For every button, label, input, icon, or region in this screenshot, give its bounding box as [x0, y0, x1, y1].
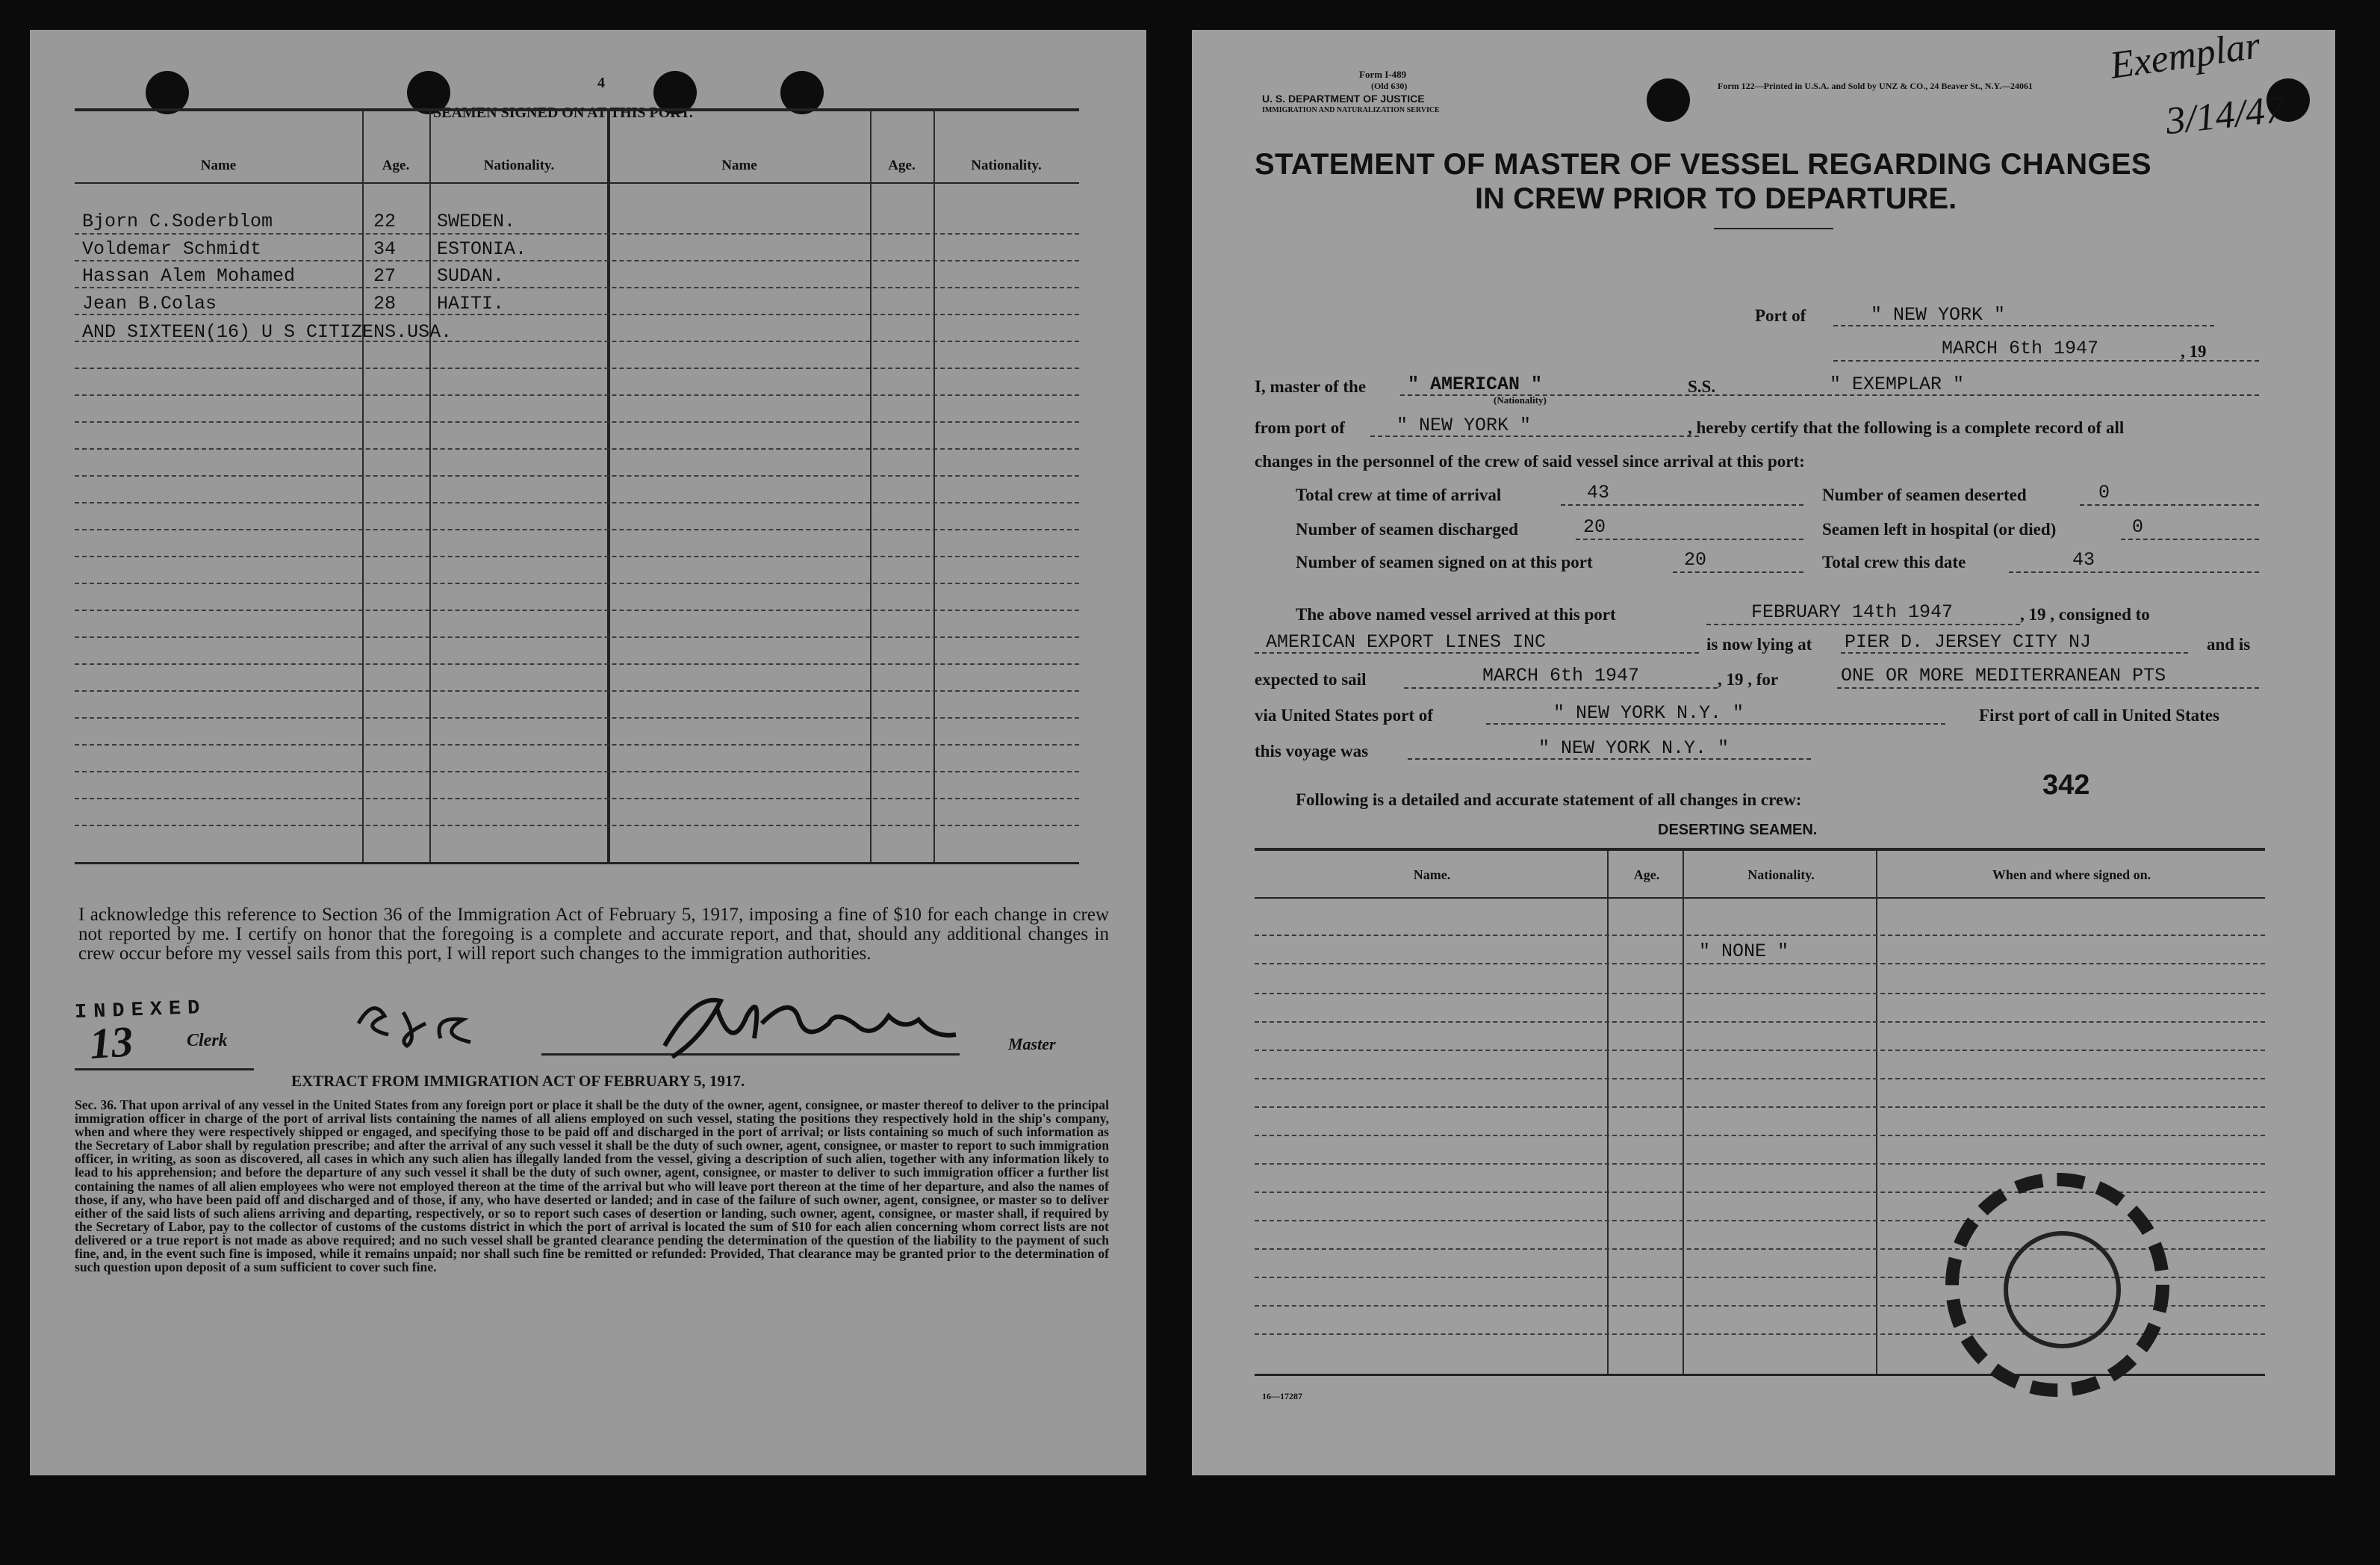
lying-at: PIER D. JERSEY CITY NJ: [1845, 631, 2092, 653]
first-call-label: First port of call in United States: [1979, 706, 2219, 725]
column-header-nationality: Nationality.: [1747, 867, 1815, 882]
column-divider: [933, 111, 935, 862]
row-rule: [1255, 963, 2265, 964]
crew-nationality: ESTONIA.: [437, 238, 527, 260]
column-divider: [429, 111, 431, 862]
deserted-count: 0: [2098, 482, 2110, 503]
crew-nationality: SUDAN.: [437, 265, 505, 287]
indexed-underline: [75, 1068, 254, 1070]
discharged-label: Number of seamen discharged: [1296, 520, 1518, 539]
column-header-when-where: When and where signed on.: [1992, 867, 2151, 882]
row-rule: [1255, 935, 2265, 936]
crew-nationality: SWEDEN.: [437, 211, 516, 232]
row-rule: [75, 556, 1079, 557]
row-rule: [75, 233, 1079, 235]
clerk-initials: [344, 994, 508, 1053]
total-crew-arrival-label: Total crew at time of arrival: [1296, 486, 1502, 504]
row-rule: [75, 368, 1079, 369]
form-number: Form I-489: [1359, 69, 1407, 80]
row-rule: [75, 690, 1079, 692]
form-title-line1: STATEMENT OF MASTER OF VESSEL REGARDING CHANGES: [1255, 148, 2151, 181]
header-rule: [75, 182, 1079, 184]
underline: [2009, 571, 2259, 573]
column-divider: [607, 111, 610, 862]
ss-label: S.S.: [1688, 377, 1716, 396]
underline: [1255, 652, 1699, 654]
form-old-number: (Old 630): [1371, 81, 1408, 91]
arrived-label: The above named vessel arrived at this port: [1296, 605, 1616, 624]
column-header-age: Age.: [1633, 867, 1660, 882]
deserting-title: DESERTING SEAMEN.: [1658, 822, 1818, 838]
underline: [1673, 571, 1803, 573]
extract-text: Sec. 36. That upon arrival of any vessel in the United States from any foreign port or place it shall be the duty of the owner, agent, consignee, or master thereof to deliver to the principal immigration officer in charge of the port of arrival lists containing the names of all aliens employed on such vessel, stating the positions they respectively hold in the ship's company, when and where they were respectively shipped or engaged, and specifying those to be paid off and discharged in the port of arrival; or lists containing so much of such information as the Secretary of Labor shall by regulation prescribe; and after the arrival of any such vessel it shall be the duty of such owner, agent, consignee, or master to report to such immigration officer, in writing, as soon as discovered, all cases in which any such alien has illegally landed from the vessel, giving a description of such alien, together with any information likely to lead to his apprehension; and before the departure of any such vessel it shall be the duty of such owner, agent, consignee, or master to deliver to such immigration officer a further list containing the names of all alien employees who were not employed thereon at the time of the arrival but who will leave port thereon at the time of her departure, and also the names of those, if any, who have been paid off and discharged and of those, if any, who have deserted or landed; and in case of the failure of such owner, agent, consignee, or master so to deliver either of the said lists of such aliens arriving and departing, respectively, or so to report such cases of desertion or landing, such owner, agent, consignee, or master shall, if required by the Secretary of Labor, pay to the collector of customs of the customs district in which the port of arrival is located the sum of $10 for each alien concerning whom correct lists are not delivered or a true report is not made as above required; and no such vessel shall be granted clearance pending the determination of the question of the liability to the payment of such fine, and, in the event such fine is imposed, while it remains unpaid; nor shall such fine be remitted or refunded: Provided, That clearance may be granted prior to the determination of such question upon deposit of a sum sufficient to cover such fine.: [75, 1097, 1109, 1275]
deserting-none: " NONE ": [1699, 940, 1789, 962]
crew-name: Jean B.Colas: [82, 293, 217, 314]
column-divider: [1607, 851, 1609, 1374]
port-of-label: Port of: [1755, 306, 1806, 325]
following-label: Following is a detailed and accurate statement of all changes in crew:: [1296, 790, 1802, 809]
nationality-value: " AMERICAN ": [1408, 374, 1543, 395]
discharged-count: 20: [1583, 516, 1606, 538]
row-rule: [75, 771, 1079, 772]
row-rule: [1255, 1135, 2265, 1136]
column-header-nationality: Nationality.: [971, 158, 1042, 173]
master-of-label: I, master of the: [1255, 377, 1367, 396]
underline: [1837, 687, 2259, 689]
crew-age: 22: [373, 211, 397, 232]
handwritten-date: 3/14/47: [2163, 87, 2287, 143]
deserted-label: Number of seamen deserted: [1822, 486, 2027, 504]
punch-hole: [1647, 78, 1690, 122]
stamped-number: 342: [2042, 769, 2090, 801]
row-rule: [75, 394, 1079, 396]
from-port-label: from port of: [1255, 418, 1345, 437]
crew-table: [75, 108, 1079, 864]
row-rule: [1255, 1106, 2265, 1108]
via-port-label: via United States port of: [1255, 706, 1433, 725]
row-rule: [75, 421, 1079, 423]
master-signature: [650, 986, 971, 1068]
hospital-count: 0: [2132, 516, 2144, 538]
signed-on-count: 20: [1684, 549, 1707, 571]
row-rule: [75, 717, 1079, 719]
indexed-stamp: INDEXED: [74, 997, 207, 1025]
from-port-value: " NEW YORK ": [1396, 415, 1532, 436]
handwritten-vessel-name: Exemplar: [2107, 24, 2264, 87]
column-divider: [1683, 851, 1684, 1374]
clerk-label: Clerk: [187, 1031, 228, 1050]
column-header-nationality: Nationality.: [483, 158, 555, 173]
row-rule: [75, 663, 1079, 665]
master-label: Master: [1008, 1035, 1056, 1053]
date-underline: [1833, 360, 2259, 362]
page-number: 4: [597, 75, 605, 91]
row-rule: [1255, 1078, 2265, 1079]
total-crew-arrival: 43: [1587, 482, 1610, 503]
column-header-name: Name.: [1413, 867, 1451, 882]
underline: [1486, 723, 1945, 725]
row-rule: [1255, 1021, 2265, 1023]
column-header-name: Name: [721, 158, 757, 173]
nationality-caption: (Nationality): [1494, 394, 1547, 406]
port-of-underline: [1833, 325, 2214, 326]
underline: [1561, 504, 1803, 506]
crew-name: Bjorn C.Soderblom: [82, 211, 273, 232]
total-crew-date-label: Total crew this date: [1822, 553, 1966, 571]
crew-name: Hassan Alem Mohamed: [82, 265, 296, 287]
footer-code: 16—17287: [1262, 1391, 1302, 1401]
hospital-label: Seamen left in hospital (or died): [1822, 520, 2057, 539]
printer-line: Form 122—Printed in U.S.A. and Sold by UNZ & CO., 24 Beaver St., N.Y.—24061: [1718, 81, 2033, 91]
left-page-title: SEAMEN SIGNED ON AT THIS PORT.: [433, 105, 693, 121]
signed-on-label: Number of seamen signed on at this port: [1296, 553, 1593, 571]
column-divider: [870, 111, 871, 862]
row-rule: [1255, 993, 2265, 994]
from-port-underline: [1370, 436, 1699, 437]
year-suffix: , 19: [2181, 342, 2207, 361]
row-rule: [75, 610, 1079, 611]
department-name: U. S. DEPARTMENT OF JUSTICE: [1262, 93, 1425, 105]
crew-age: 27: [373, 265, 397, 287]
destination: ONE OR MORE MEDITERRANEAN PTS: [1841, 665, 2166, 687]
crew-name: Voldemar Schmidt: [82, 238, 262, 260]
underline: [2080, 504, 2259, 506]
row-rule: [75, 475, 1079, 477]
row-rule: [1255, 1050, 2265, 1051]
underline: [1841, 652, 2188, 654]
row-rule: [75, 744, 1079, 746]
underline: [1408, 758, 1811, 760]
column-header-age: Age.: [888, 158, 916, 173]
changes-text: changes in the personnel of the crew of said vessel since arrival at this port:: [1255, 452, 1805, 471]
underline: [1404, 687, 1718, 689]
underline: [2121, 539, 2259, 540]
consignee: AMERICAN EXPORT LINES INC: [1266, 631, 1547, 653]
vessel-name: " EXEMPLAR ": [1830, 374, 1965, 395]
underline: [1576, 539, 1803, 540]
column-divider: [362, 111, 364, 862]
statement-date: MARCH 6th 1947: [1942, 338, 2099, 359]
crew-age: 34: [373, 238, 397, 260]
service-name: IMMIGRATION AND NATURALIZATION SERVICE: [1262, 106, 1440, 114]
arrived-date: FEBRUARY 14th 1947: [1751, 601, 1954, 623]
lying-at-label: is now lying at: [1706, 635, 1812, 654]
title-rule: [1714, 228, 1833, 229]
row-rule: [75, 825, 1079, 826]
port-of-value: " NEW YORK ": [1871, 304, 2006, 326]
master-line-underline: [1400, 394, 2259, 396]
row-rule: [75, 502, 1079, 503]
voyage-port: " NEW YORK N.Y. ": [1538, 737, 1730, 759]
indexed-number: 13: [87, 1017, 135, 1068]
row-rule: [75, 314, 1079, 315]
row-rule: [75, 529, 1079, 530]
acknowledgment-text: I acknowledge this reference to Section 36 of the Immigration Act of February 5, 1917, imposing a fine of $10 for each change in crew not reported by me. I certify on honor that the foregoing is a complete and accurate report, and that, should any additional changes in crew occur before my vessel sails from this port, I will report such changes to the immigration authorities.: [78, 905, 1109, 964]
crew-age: 28: [373, 293, 397, 314]
row-rule: [75, 287, 1079, 288]
for-label: , 19 , for: [1718, 670, 1779, 689]
certify-text: , hereby certify that the following is a complete record of all: [1688, 418, 2125, 437]
total-crew-date: 43: [2072, 549, 2095, 571]
received-stamp: [1945, 1173, 2169, 1397]
consigned-label: , 19 , consigned to: [2020, 605, 2150, 624]
column-divider: [1876, 851, 1877, 1374]
row-rule: [75, 583, 1079, 584]
expected-sail-label: expected to sail: [1255, 670, 1367, 689]
row-rule: [75, 798, 1079, 799]
row-rule: [75, 260, 1079, 261]
form-title-line2: IN CREW PRIOR TO DEPARTURE.: [1475, 182, 1957, 215]
column-header-age: Age.: [382, 158, 410, 173]
and-is-label: and is: [2207, 635, 2251, 654]
extract-title: EXTRACT FROM IMMIGRATION ACT OF FEBRUARY 5, 1917.: [291, 1072, 745, 1090]
row-rule: [75, 448, 1079, 450]
crew-name: AND SIXTEEN(16) U S CITIZENS.USA.: [82, 321, 453, 343]
row-rule: [1255, 1163, 2265, 1165]
via-port: " NEW YORK N.Y. ": [1553, 702, 1744, 724]
row-rule: [75, 636, 1079, 638]
column-header-name: Name: [200, 158, 237, 173]
underline: [1706, 624, 2020, 625]
stamp-center: [2004, 1231, 2121, 1348]
expected-sail-date: MARCH 6th 1947: [1482, 665, 1640, 687]
header-rule: [1255, 897, 2265, 899]
voyage-label: this voyage was: [1255, 742, 1369, 760]
crew-nationality: HAITI.: [437, 293, 505, 314]
